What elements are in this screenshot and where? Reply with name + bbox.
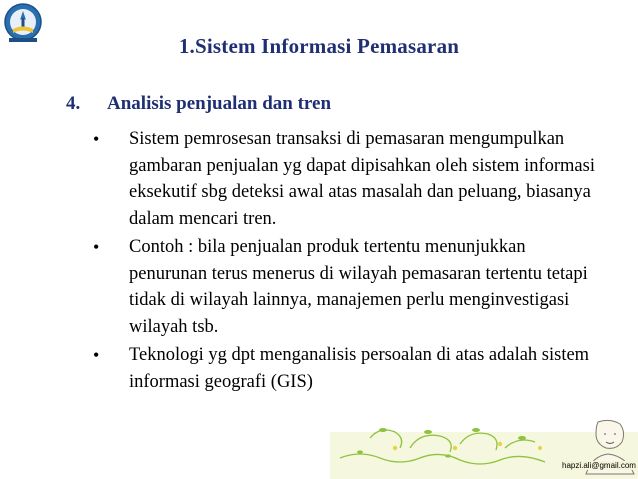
bullet-text: Teknologi yg dpt menganalisis persoalan di atas adalah sistem informasi geografi (GIS) — [129, 345, 590, 392]
bullet-item — [0, 126, 638, 232]
footer-decoration — [0, 418, 638, 479]
bullet-text: Contoh : bila penjualan produk tertentu menunjukkan penurunan terus menerus di wilayah pemasaran tertentu tetapi tidak di wilayah lainnya, manajemen perlu menginvestigasi wilayah tsb. — [129, 237, 588, 337]
bullet-marker: • — [93, 345, 100, 365]
section-heading — [66, 93, 331, 115]
bullet-item — [0, 234, 638, 340]
bullet-text: Sistem pemrosesan transaksi di pemasaran mengumpulkan gambaran penjualan yg dapat dipisahkan oleh sistem informasi eksekutif sbg deteksi awal atas masalah dan peluang, biasanya dalam mencari tren. — [129, 129, 595, 229]
bullet-marker: • — [93, 129, 100, 149]
bullet-marker: • — [93, 237, 100, 257]
slide-title: 1.Sistem Informasi Pemasaran — [178, 34, 460, 58]
bullet-item — [0, 342, 638, 395]
section-heading-text: Analisis penjualan dan tren — [107, 93, 332, 114]
footer-email: hapzi.ali@gmail.com — [562, 461, 636, 470]
bullet-list — [0, 126, 638, 397]
section-number: 4. — [66, 93, 81, 114]
